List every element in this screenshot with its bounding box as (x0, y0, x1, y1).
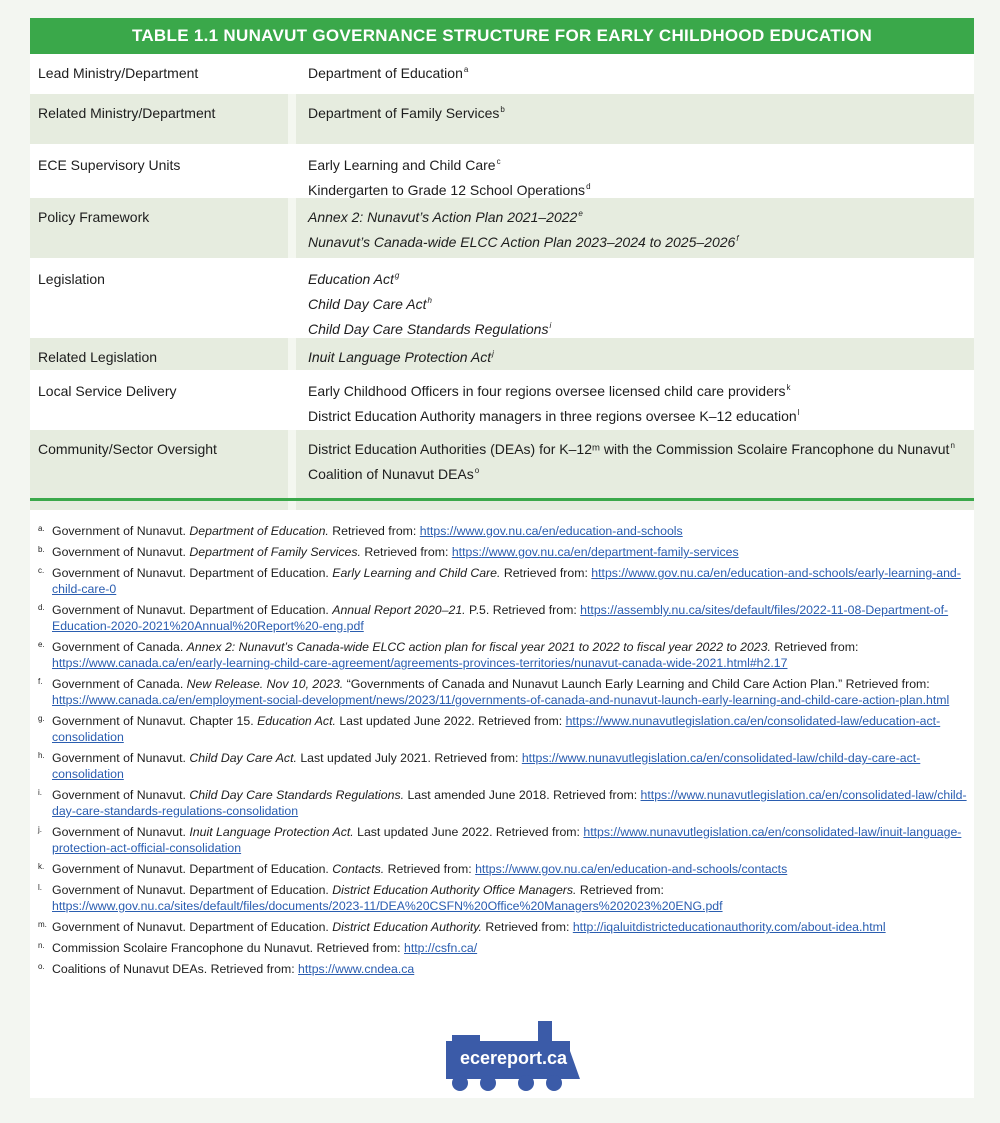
footnote: h. Government of Nunavut. Child Day Care Act. Last updated July 2021. Retrieved from: https://www.nunavutlegislation.ca/en/consolidated-law/child-day-care-act-consolidation (38, 751, 921, 781)
footnote: i. Government of Nunavut. Child Day Care Standards Regulations. Last amended June 2018. Retrieved from: https://www.nunavutlegislation.ca/en/consolidated-law/child-day-care-standards-regulations-consolidation (38, 788, 967, 818)
row-label: Local Service Delivery (38, 383, 177, 399)
table-row (30, 146, 974, 198)
footnote-link[interactable]: https://www.cndea.ca (298, 962, 415, 976)
footnote: j. Government of Nunavut. Inuit Language Protection Act. Last updated June 2022. Retrieved from: https://www.nunavutlegislation.ca/en/consolidated-law/inuit-language-protection-act-official-consolidation (38, 825, 962, 855)
table-row (30, 338, 974, 372)
footnote: m. Government of Nunavut. Department of Education. District Education Authority. Retrieved from: http://iqaluitdistricteducationauthority.com/about-idea.html (38, 920, 886, 934)
row-label: Community/Sector Oversight (30, 430, 296, 510)
row-values (308, 54, 966, 90)
row-value: Kindergarten to Grade 12 School Operations$^d$ (308, 182, 591, 198)
row-value: Early Childhood Officers in four regions oversee licensed child care providers$^k$ (308, 383, 791, 399)
footnote: e. Government of Canada. Annex 2: Nunavut’s Canada-wide ELCC action plan for fiscal year 2021 to 2022 to fiscal year 2022 to 2023. Retrieved from: https://www.canada.ca/en/early-learning-child-care-agreement/agreements-provinces-territories/nunavut-canada-wide-2021.html#h2.17 (38, 640, 859, 670)
table-title: TABLE 1.1 NUNAVUT GOVERNANCE STRUCTURE FOR EARLY CHILDHOOD EDUCATION (30, 18, 974, 54)
row-value: Coalition of Nunavut DEAs$^o$ (308, 466, 480, 482)
footnote: o. Coalitions of Nunavut DEAs. Retrieved from: https://www.cndea.ca (38, 962, 415, 976)
row-label: Legislation (38, 271, 105, 287)
row-value: Department of Education$^a$ (308, 65, 469, 81)
row-values (308, 430, 966, 491)
row-value: Annex 2: Nunavut’s Action Plan 2021–2022e (308, 209, 583, 225)
row-value: District Education Authorities (DEAs) for K–12ᵐ with the Commission Scolaire Francophone du Nunavut$^n$ (308, 441, 955, 457)
row-value: Child Day Care Act$^h$ (308, 296, 432, 312)
row-label: Related Ministry/Department (30, 94, 296, 144)
row-values (308, 260, 966, 346)
row-values (308, 198, 966, 259)
footnote: c. Government of Nunavut. Department of Education. Early Learning and Child Care. Retrieved from: https://www.gov.nu.ca/en/education-and-schools/early-learning-and-child-care-0 (38, 566, 961, 596)
row-value: Inuit Language Protection Act$^j$ (308, 349, 494, 365)
footnote-link[interactable]: https://www.canada.ca/en/employment-social-development/news/2023/11/governments-of-canada-and-nunavut-launch-early-learning-and-child-care-action-plan.html (52, 693, 950, 707)
governance-table (30, 54, 974, 512)
row-value: Early Learning and Child Care$^c$ (308, 157, 501, 173)
footnote-link[interactable]: https://www.gov.nu.ca/en/education-and-schools/early-learning-and-child-care-0 (52, 566, 961, 596)
table-card (30, 18, 974, 1098)
footnote: b. Government of Nunavut. Department of Family Services. Retrieved from: https://www.gov.nu.ca/en/department-family-services (38, 545, 739, 559)
row-label: ECE Supervisory Units (38, 157, 181, 173)
footnote-link[interactable]: https://www.gov.nu.ca/en/education-and-schools/contacts (475, 862, 788, 876)
footnote-link[interactable]: http://csfn.ca/ (404, 941, 478, 955)
footnote: n. Commission Scolaire Francophone du Nunavut. Retrieved from: http://csfn.ca/ (38, 941, 478, 955)
logo-text: ecereport.ca (460, 1048, 568, 1068)
row-label: Lead Ministry/Department (38, 65, 199, 81)
row-values (308, 94, 966, 130)
row-value: District Education Authority managers in three regions oversee K–12 education$^l$ (308, 408, 800, 424)
footnote-link[interactable]: https://www.gov.nu.ca/en/education-and-schools (419, 524, 683, 538)
footnote-link[interactable]: https://www.nunavutlegislation.ca/en/consolidated-law/inuit-language-protection-act-official-consolidation (52, 825, 962, 855)
table-divider (30, 498, 974, 501)
footnote-link[interactable]: http://iqaluitdistricteducationauthority.com/about-idea.html (572, 920, 886, 934)
footnote: k. Government of Nunavut. Department of Education. Contacts. Retrieved from: https://www.gov.nu.ca/en/education-and-schools/contacts (38, 862, 788, 876)
footnote-link[interactable]: https://www.canada.ca/en/early-learning-child-care-agreement/agreements-provinces-territories/nunavut-canada-wide-2021.html#h2.17 (52, 656, 788, 670)
footnote: g. Government of Nunavut. Chapter 15. Education Act. Last updated June 2022. Retrieved from: https://www.nunavutlegislation.ca/en/consolidated-law/education-act-consolidation (38, 714, 941, 744)
footnotes (30, 523, 974, 982)
footnote-link[interactable]: https://www.gov.nu.ca/en/department-family-services (451, 545, 739, 559)
row-values (308, 338, 966, 374)
footnote-link[interactable]: https://www.nunavutlegislation.ca/en/consolidated-law/child-day-care-standards-regulations-consolidation (52, 788, 967, 818)
footnote: a. Government of Nunavut. Department of Education. Retrieved from: https://www.gov.nu.ca/en/education-and-schools (38, 524, 683, 538)
row-label: Related Legislation (30, 338, 296, 370)
footnote: d. Government of Nunavut. Department of Education. Annual Report 2020–21. P.5. Retrieved from: https://assembly.nu.ca/sites/default/files/2022-11-08-Department-of-Education-2020-2021%20Annual%20Report%20-eng.pdf (38, 603, 949, 633)
footnote-link[interactable]: https://www.nunavutlegislation.ca/en/consolidated-law/education-act-consolidation (52, 714, 941, 744)
table-row (30, 198, 974, 260)
table-row (30, 94, 974, 146)
row-values (308, 372, 966, 433)
row-value: Nunavut’s Canada-wide ELCC Action Plan 2023–2024 to 2025–2026$^f$ (308, 234, 739, 250)
table-row (30, 260, 974, 338)
footnote-link[interactable]: https://www.gov.nu.ca/sites/default/files/documents/2023-11/DEA%20CSFN%20Office%20Managers%202023%20ENG.pdf (52, 899, 723, 913)
footnote: f. Government of Canada. New Release. Nov 10, 2023. “Governments of Canada and Nunavut Launch Early Learning and Child Care Action Plan.” Retrieved from: https://www.canada.ca/en/employment-social-development/news/2023/11/governments-of-canada-and-nunavut-launch-early-learning-and-child-care-action-plan.html (38, 677, 950, 707)
table-row (30, 372, 974, 430)
row-value: Education Act$^g$ (308, 271, 400, 287)
table-row (30, 54, 974, 94)
row-value: Department of Family Services$^b$ (308, 105, 505, 121)
footnote-link[interactable]: https://assembly.nu.ca/sites/default/files/2022-11-08-Department-of-Education-2020-2021%20Annual%20Report%20-eng.pdf (52, 603, 949, 633)
row-value: Child Day Care Standards Regulations$^i$ (308, 321, 552, 337)
row-label: Policy Framework (30, 198, 296, 258)
ecereport-logo[interactable] (440, 1021, 580, 1095)
footnote: l. Government of Nunavut. Department of Education. District Education Authority Office Managers. Retrieved from: https://www.gov.nu.ca/sites/default/files/documents/2023-11/DEA%20CSFN%20Office%20Managers%202023%20ENG.pdf (38, 883, 723, 913)
footnote-link[interactable]: https://www.nunavutlegislation.ca/en/consolidated-law/child-day-care-act-consolidation (52, 751, 921, 781)
